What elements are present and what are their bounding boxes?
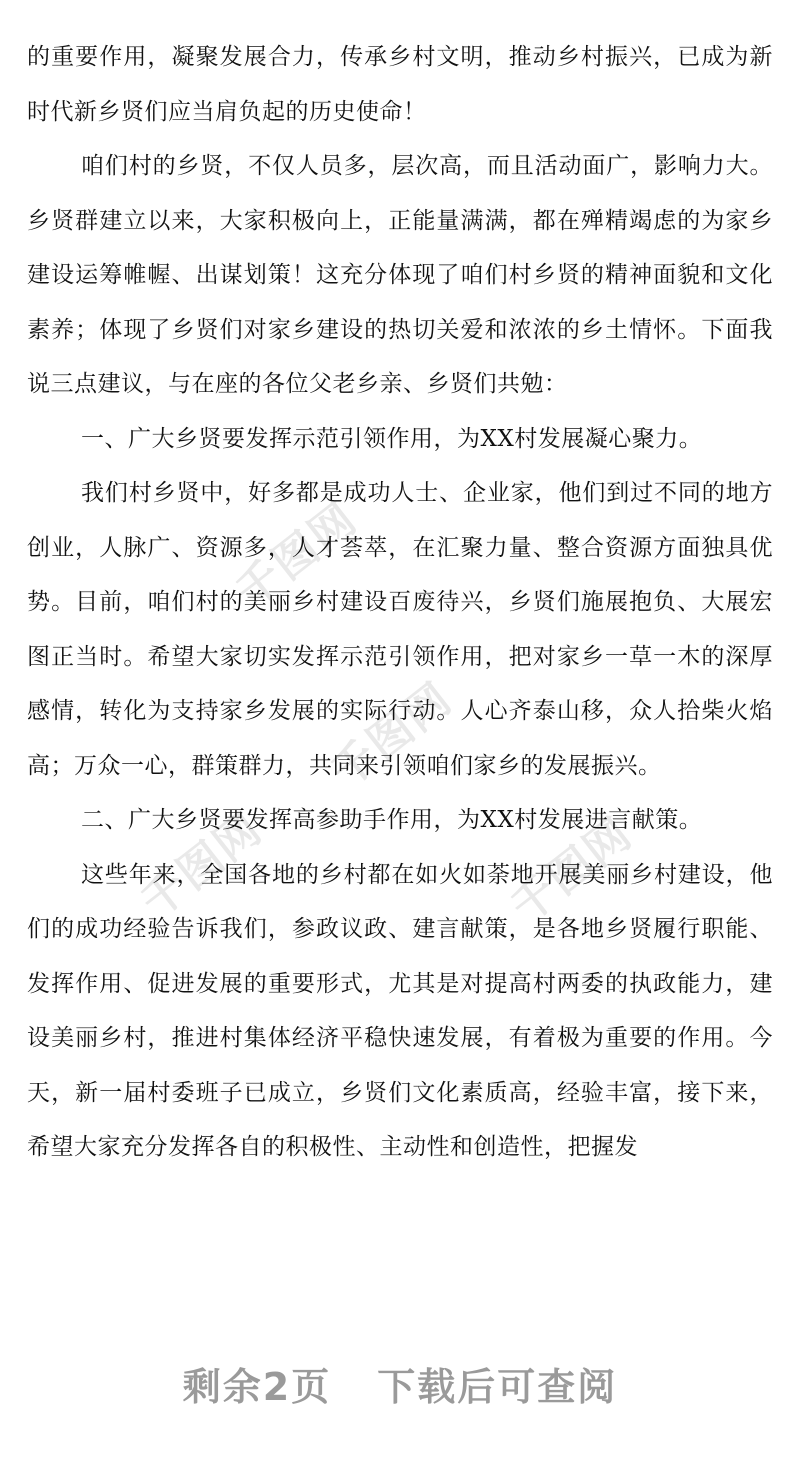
download-to-view-label: 下载后可查阅 — [377, 1365, 618, 1409]
download-prompt[interactable] — [0, 1356, 800, 1411]
section-heading-1: 一、广大乡贤要发挥示范引领作用，为XX村发展凝心聚力。 — [81, 425, 703, 452]
watermark: 千图网 — [321, 672, 462, 799]
paragraph-intro: 咱们村的乡贤，不仅人员多，层次高，而且活动面广，影响力大。乡贤群建立以来，大家积极向上，正能量满满，都在殚精竭虑的为家乡建设运筹帷幄、出谋划策！这充分体现了咱们村乡贤的精神面貌和文化素养；体现了乡贤们对家乡建设的热切关爱和浓浓的乡土情怀。下面我说三点建议，与在座的各位父老乡亲、乡贤们共勉： — [27, 153, 773, 397]
paragraph-continuation: 的重要作用，凝聚发展合力，传承乡村文明，推动乡村振兴，已成为新时代新乡贤们应当肩负起的历史使命！ — [27, 44, 773, 125]
section-heading-2: 二、广大乡贤要发挥高参助手作用，为XX村发展进言献策。 — [81, 807, 703, 833]
watermark: 千图网 — [226, 492, 367, 619]
remaining-pages-label: 剩余2页 — [182, 1365, 332, 1409]
document-body — [27, 30, 773, 1175]
watermark: 千图网 — [501, 807, 642, 934]
paragraph-section-2: 这些年来，全国各地的乡村都在如火如荼地开展美丽乡村建设，他们的成功经验告诉我们，参政议政、建言献策，是各地乡贤履行职能、发挥作用、促进发展的重要形式，尤其是对提高村两委的执政能力，建设美丽乡村，推进村集体经济平稳快速发展，有着极为重要的作用。今天，新一届村委班子已成立，乡贤们文化素质高，经验丰富，接下来，希望大家充分发挥各自的积极性、主动性和创造性，把握发 — [27, 861, 773, 1160]
watermark: 千图网 — [131, 802, 272, 929]
paragraph-section-1: 我们村乡贤中，好多都是成功人士、企业家，他们到过不同的地方创业，人脉广、资源多，人才荟萃，在汇聚力量、整合资源方面独具优势。目前，咱们村的美丽乡村建设百废待兴，乡贤们施展抱负、大展宏图正当时。希望大家切实发挥示范引领作用，把对家乡一草一木的深厚感情，转化为支持家乡发展的实际行动。人心齐泰山移，众人拾柴火焰高；万众一心，群策群力，共同来引领咱们家乡的发展振兴。 — [27, 480, 773, 779]
